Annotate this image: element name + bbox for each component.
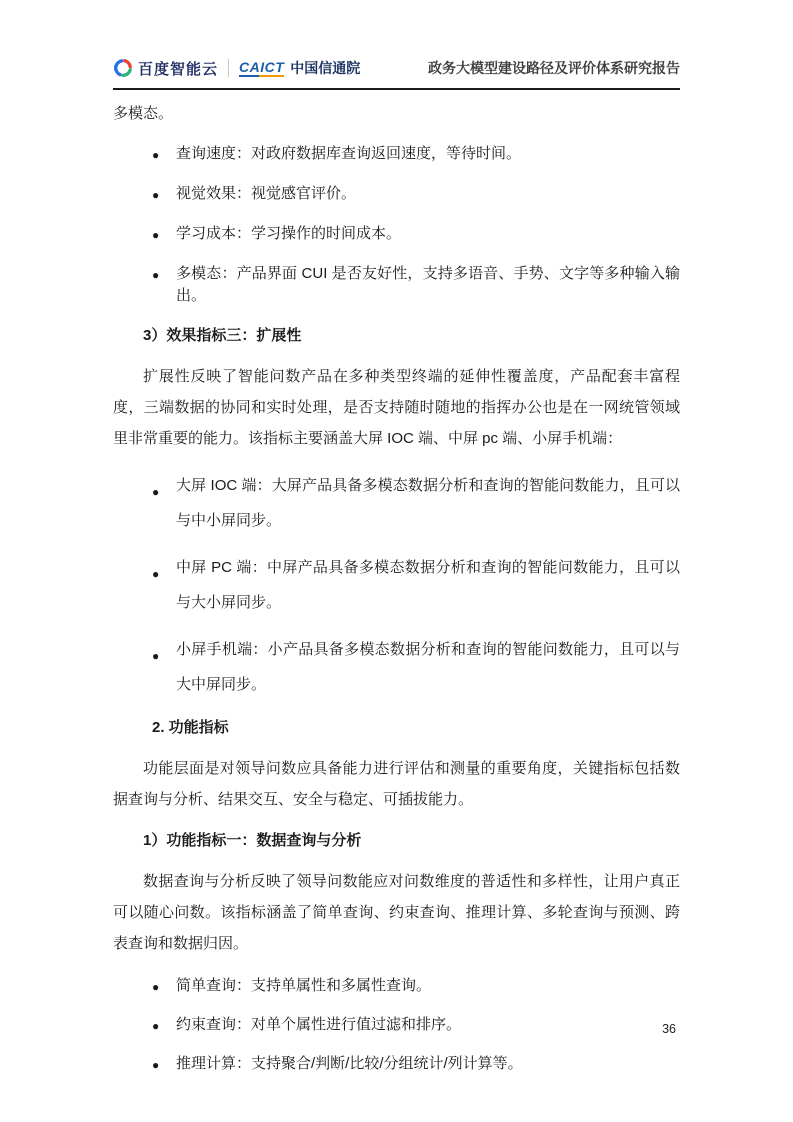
caict-underline-decoration xyxy=(239,75,284,77)
bullet-icon: ● xyxy=(152,980,160,994)
list-item xyxy=(113,468,680,538)
baidu-cloud-logo xyxy=(113,58,218,79)
list-item xyxy=(113,183,680,205)
list-item-text: 学习成本：学习操作的时间成本。 xyxy=(176,225,402,242)
effect-bullet-list xyxy=(113,143,680,307)
list-item xyxy=(113,1053,680,1075)
bullet-icon: ● xyxy=(152,649,160,663)
heading-effect-indicator-3: 3）效果指标三：扩展性 xyxy=(143,327,302,344)
list-item xyxy=(113,143,680,165)
paragraph-continued: 多模态。 xyxy=(113,105,174,122)
bullet-icon: ● xyxy=(152,485,160,499)
baidu-cloud-logo-icon xyxy=(113,58,133,78)
caict-wordmark xyxy=(239,60,284,77)
caict-wordmark-text: CAICT xyxy=(239,58,285,75)
list-item-text: 推理计算：支持聚合/判断/比较/分组统计/列计算等。 xyxy=(176,1055,523,1072)
list-item-text: 视觉效果：视觉感官评价。 xyxy=(176,185,357,202)
list-item xyxy=(113,975,680,997)
heading-function-indicator-1: 1）功能指标一：数据查询与分析 xyxy=(143,832,362,849)
list-item xyxy=(113,263,680,307)
page-header xyxy=(113,54,680,90)
list-item-text: 大屏 IOC 端：大屏产品具备多模态数据分析和查询的智能问数能力，且可以与中小屏同步。 xyxy=(176,477,680,529)
list-item-text: 中屏 PC 端：中屏产品具备多模态数据分析和查询的智能问数能力，且可以与大小屏同步。 xyxy=(176,559,680,611)
list-item xyxy=(113,632,680,702)
report-title: 政务大模型建设路径及评价体系研究报告 xyxy=(428,60,680,76)
paragraph-data-query: 数据查询与分析反映了领导问数能应对问数维度的普适性和多样性，让用户真正可以随心问数。该指标涵盖了简单查询、约束查询、推理计算、多轮查询与预测、跨表查询和数据归因。 xyxy=(113,873,680,952)
list-item-text: 简单查询：支持单属性和多属性查询。 xyxy=(176,977,432,994)
bullet-icon: ● xyxy=(152,268,160,282)
paragraph-expandability: 扩展性反映了智能问数产品在多种类型终端的延伸性覆盖度，产品配套丰富程度，三端数据的协同和实时处理，是否支持随时随地的指挥办公也是在一网统管领域里非常重要的能力。该指标主要涵盖大屏 IOC 端、中屏 pc 端、小屏手机端： xyxy=(113,368,680,447)
bullet-icon: ● xyxy=(152,567,160,581)
list-item-text: 约束查询：对单个属性进行值过滤和排序。 xyxy=(176,1016,462,1033)
bullet-icon: ● xyxy=(152,148,160,162)
bullet-icon: ● xyxy=(152,188,160,202)
caict-name-text: 中国信通院 xyxy=(290,60,361,76)
screen-bullet-list xyxy=(113,468,680,702)
list-item-text: 小屏手机端：小产品具备多模态数据分析和查询的智能问数能力，且可以与大中屏同步。 xyxy=(176,641,680,693)
document-body xyxy=(113,92,680,1093)
list-item-text: 多模态：产品界面 CUI 是否友好性，支持多语音、手势、文字等多种输入输出。 xyxy=(176,265,680,304)
list-item xyxy=(113,1014,680,1036)
list-item xyxy=(113,550,680,620)
bullet-icon: ● xyxy=(152,1058,160,1072)
query-bullet-list xyxy=(113,975,680,1075)
heading-function-indicator: 2. 功能指标 xyxy=(152,719,229,736)
list-item xyxy=(113,223,680,245)
caict-logo xyxy=(239,58,360,78)
bullet-icon: ● xyxy=(152,228,160,242)
logo-separator xyxy=(228,59,229,77)
list-item-text: 查询速度：对政府数据库查询返回速度，等待时间。 xyxy=(176,145,522,162)
bullet-icon: ● xyxy=(152,1019,160,1033)
paragraph-function: 功能层面是对领导问数应具备能力进行评估和测量的重要角度，关键指标包括数据查询与分析、结果交互、安全与稳定、可插拔能力。 xyxy=(113,760,680,808)
page-number: 36 xyxy=(662,1022,676,1036)
logo-group xyxy=(113,58,360,79)
baidu-cloud-logo-text: 百度智能云 xyxy=(138,60,219,78)
